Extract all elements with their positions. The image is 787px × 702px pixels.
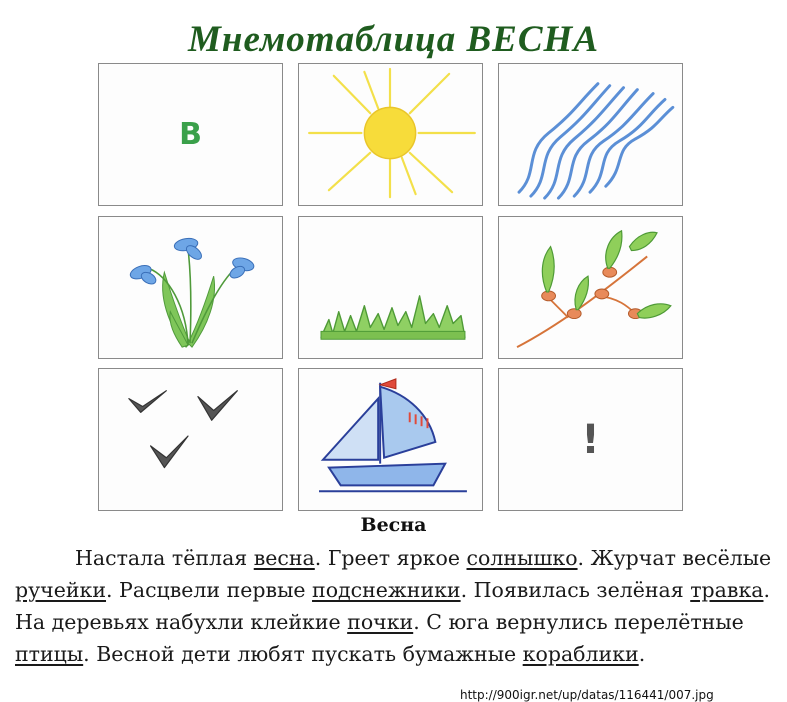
sailboat-icon [299, 369, 482, 510]
story-keyword: весна [253, 546, 315, 570]
snowdrops-icon [99, 217, 282, 358]
exclamation-icon: ! [581, 416, 600, 463]
cell-exclamation [498, 368, 683, 511]
story-text [15, 542, 785, 670]
story-title: Весна [360, 514, 427, 536]
cell-buds-branch [498, 216, 683, 359]
story-fragment: . На деревьях набухли клейкие [15, 578, 771, 634]
sun-icon [299, 64, 482, 205]
story-keyword: ручейки [15, 578, 107, 602]
story-keyword: травка [690, 578, 764, 602]
story-keyword: подснежники [312, 578, 461, 602]
source-url: http://900igr.net/up/datas/116441/007.jpg [460, 688, 714, 702]
cell-grass [298, 216, 483, 359]
cell-letter-v [98, 63, 283, 206]
story-fragment: . Греет яркое [314, 546, 467, 570]
cell-streams [498, 63, 683, 206]
story-fragment: . Весной дети любят пускать бумажные [83, 642, 523, 666]
story-fragment: Настала тёплая [75, 546, 254, 570]
cell-snowdrops [98, 216, 283, 359]
story-keyword: солнышко [466, 546, 578, 570]
letter-v-icon: В [179, 117, 202, 152]
cell-sailboat [298, 368, 483, 511]
story-keyword: почки [347, 610, 414, 634]
cell-sun [298, 63, 483, 206]
birds-icon [99, 369, 282, 510]
story-fragment: . Журчат весёлые [577, 546, 772, 570]
streams-icon [499, 64, 682, 205]
story-fragment: . Расцвели первые [106, 578, 313, 602]
buds-branch-icon [499, 217, 682, 358]
mnemo-table [98, 63, 678, 513]
story-fragment: . С юга вернулись перелётные [413, 610, 744, 634]
story-keyword: птицы [15, 642, 84, 666]
cell-birds [98, 368, 283, 511]
grass-icon [299, 217, 482, 358]
story-keyword: кораблики [522, 642, 639, 666]
story-fragment: . Появилась зелёная [460, 578, 691, 602]
page-title: Мнемотаблица ВЕСНА [188, 19, 599, 60]
story-fragment: . [638, 642, 646, 666]
